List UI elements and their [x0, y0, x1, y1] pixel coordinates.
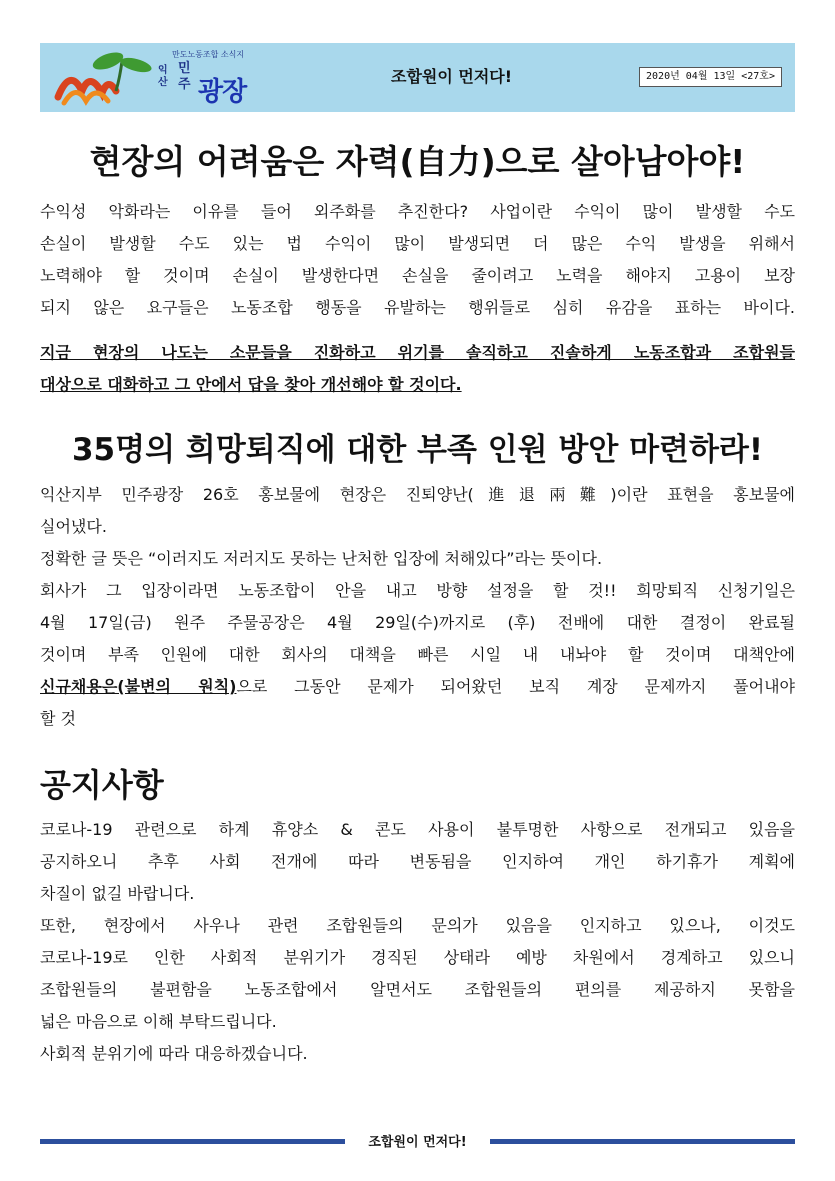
article1-line-3: 노력해야 할 것이며 손실이 발생한다면 손실을 줄이려고 노력을 해야지 고용이 보장 — [40, 266, 795, 285]
union-logo-icon — [50, 47, 160, 109]
article2-line-3: 정확한 글 뜻은 “이러지도 저러지도 못하는 난처한 입장에 처해있다”라는 뜻이다. — [40, 549, 603, 568]
article1-line-1: 수익성 악화라는 이유를 들어 외주화를 추진한다? 사업이란 수익이 많이 발생할 수도 — [40, 202, 795, 221]
notice-paragraph — [40, 814, 795, 1070]
logo-small-char-4: 주 — [178, 77, 191, 92]
article1-line-4: 되지 않은 요구들은 노동조합 행동을 유발하는 행위들로 심히 유감을 표하는 바이다. — [40, 298, 795, 317]
article2-line-8: 할 것 — [40, 709, 76, 728]
article2-emphasis: 신규채용은(불변의 원칙) — [40, 677, 237, 696]
notice-line-6: 조합원들의 불편함을 노동조합에서 알면서도 조합원들의 편의를 제공하지 못함을 — [40, 980, 795, 999]
footer-divider-right — [490, 1139, 795, 1144]
article1-emphasis-paragraph — [40, 337, 795, 401]
article2-line-4: 회사가 그 입장이라면 노동조합이 안을 내고 방향 설정을 할 것!! 희망퇴직 신청기일은 — [40, 581, 795, 600]
logo-small-char-1: 익 — [158, 65, 168, 76]
notice-line-5: 코로나-19로 인한 사회적 분위기가 경직된 상태라 예방 차원에서 경계하고 있으니 — [40, 948, 795, 967]
article2-line-5: 4월 17일(금) 원주 주물공장은 4월 29일(수)까지로 (후) 전배에 대한 결정이 완료될 — [40, 613, 795, 632]
newsletter-subtitle: 만도노동조합 소식지 — [172, 50, 245, 59]
article2-line-6: 것이며 부족 인원에 대한 회사의 대책을 빠른 시일 내 내놔야 할 것이며 대책안에 — [40, 645, 795, 664]
notice-line-2: 공지하오니 추후 사회 전개에 따라 변동됨을 인지하여 개인 하기휴가 계획에 — [40, 852, 795, 871]
article2-line-7-rest: 으로 그동안 문제가 되어왔던 보직 계장 문제까지 풀어내야 — [236, 677, 795, 696]
article1-line-2: 손실이 발생할 수도 있는 법 수익이 많이 발생되면 더 많은 수익 발생을 위해서 — [40, 234, 795, 253]
footer-divider-left — [40, 1139, 345, 1144]
article1-paragraph — [40, 196, 795, 324]
article2-line-2: 실어냈다. — [40, 517, 107, 536]
notice-line-7: 넓은 마음으로 이해 부탁드립니다. — [40, 1012, 277, 1031]
newsletter-title: 광장 — [198, 77, 247, 107]
header-slogan: 조합원이 먼저다! — [391, 67, 513, 86]
logo-small-char-2: 산 — [158, 77, 168, 88]
article2-paragraph — [40, 479, 795, 735]
article1-emph-line-1: 지금 현장의 나도는 소문들을 진화하고 위기를 솔직하고 진솔하게 노동조합과 조합원들 — [40, 343, 795, 362]
footer-slogan: 조합원이 먼저다! — [368, 1135, 467, 1150]
notice-line-3: 차질이 없길 바랍니다. — [40, 884, 195, 903]
notice-heading: 공지사항 — [40, 766, 164, 804]
issue-date-box: 2020년 04월 13일 <27호> — [639, 67, 782, 87]
newsletter-header — [40, 43, 795, 112]
notice-line-4: 또한, 현장에서 사우나 관련 조합원들의 문의가 있음을 인지하고 있으나, 이것도 — [40, 916, 795, 935]
article2-line-7 — [40, 671, 795, 703]
article1-headline: 현장의 어려움은 자력(自力)으로 살아남아야! — [89, 142, 746, 181]
article2-line-1: 익산지부 민주광장 26호 홍보물에 현장은 진퇴양난(進退兩難)이란 표현을 홍보물에 — [40, 485, 795, 504]
article2-headline: 35명의 희망퇴직에 대한 부족 인원 방안 마련하라! — [71, 432, 763, 468]
notice-line-1: 코로나-19 관련으로 하계 휴양소 & 콘도 사용이 불투명한 사항으로 전개되고 있음을 — [40, 820, 795, 839]
logo-small-char-3: 민 — [178, 61, 191, 76]
article1-emph-line-2: 대상으로 대화하고 그 안에서 답을 찾아 개선해야 할 것이다. — [40, 375, 462, 394]
notice-line-8: 사회적 분위기에 따라 대응하겠습니다. — [40, 1044, 308, 1063]
